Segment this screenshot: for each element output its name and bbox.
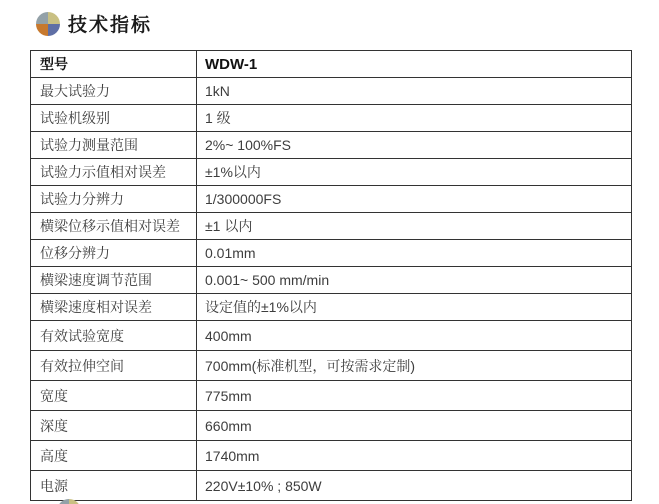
pie-quadrant-icon-partial (57, 499, 81, 504)
spec-table (30, 50, 632, 501)
table-row (31, 132, 632, 159)
spec-label: 有效试验宽度 (31, 321, 197, 351)
pie-quadrant-bottom-right (48, 24, 60, 36)
spec-value: 400mm (197, 321, 632, 351)
spec-label: 横梁速度相对误差 (31, 294, 197, 321)
spec-value: 1740mm (197, 441, 632, 471)
spec-value: WDW-1 (197, 51, 632, 78)
spec-label: 试验机级别 (31, 105, 197, 132)
pie-quadrant-top-right (48, 12, 60, 24)
spec-value: 2%~ 100%FS (197, 132, 632, 159)
table-row (31, 321, 632, 351)
spec-value: ±1%以内 (197, 159, 632, 186)
pie-quadrant-top-left (57, 499, 69, 504)
table-row (31, 441, 632, 471)
table-row (31, 51, 632, 78)
table-row (31, 105, 632, 132)
table-row (31, 381, 632, 411)
section-header (36, 10, 152, 37)
section-title: 技术指标 (68, 15, 153, 36)
pie-quadrant-top-left (36, 12, 48, 24)
table-row (31, 186, 632, 213)
table-row (31, 294, 632, 321)
spec-value: 1 级 (197, 105, 632, 132)
table-row (31, 240, 632, 267)
spec-label: 试验力测量范围 (31, 132, 197, 159)
spec-value: 700mm(标准机型，可按需求定制) (197, 351, 632, 381)
pie-quadrant-bottom-left (36, 24, 48, 36)
table-row (31, 471, 632, 501)
table-row (31, 411, 632, 441)
spec-label: 试验力示值相对误差 (31, 159, 197, 186)
table-row (31, 351, 632, 381)
spec-label: 有效拉伸空间 (31, 351, 197, 381)
spec-value: 220V±10% ; 850W (197, 471, 632, 501)
spec-table-body (31, 51, 632, 501)
spec-label: 电源 (31, 471, 197, 501)
table-row (31, 78, 632, 105)
spec-label: 宽度 (31, 381, 197, 411)
spec-value: 设定值的±1%以内 (197, 294, 632, 321)
spec-value: 1kN (197, 78, 632, 105)
spec-label: 最大试验力 (31, 78, 197, 105)
table-row (31, 267, 632, 294)
spec-label: 位移分辨力 (31, 240, 197, 267)
spec-value: 775mm (197, 381, 632, 411)
spec-label: 深度 (31, 411, 197, 441)
spec-value: ±1 以内 (197, 213, 632, 240)
spec-label: 试验力分辨力 (31, 186, 197, 213)
spec-value: 660mm (197, 411, 632, 441)
table-row (31, 213, 632, 240)
spec-label: 横梁位移示值相对误差 (31, 213, 197, 240)
spec-value: 0.01mm (197, 240, 632, 267)
spec-label: 横梁速度调节范围 (31, 267, 197, 294)
pie-quadrant-top-right (69, 499, 81, 504)
spec-label: 型号 (31, 51, 197, 78)
spec-value: 0.001~ 500 mm/min (197, 267, 632, 294)
spec-label: 高度 (31, 441, 197, 471)
pie-quadrant-icon (36, 12, 60, 36)
table-row (31, 159, 632, 186)
spec-value: 1/300000FS (197, 186, 632, 213)
